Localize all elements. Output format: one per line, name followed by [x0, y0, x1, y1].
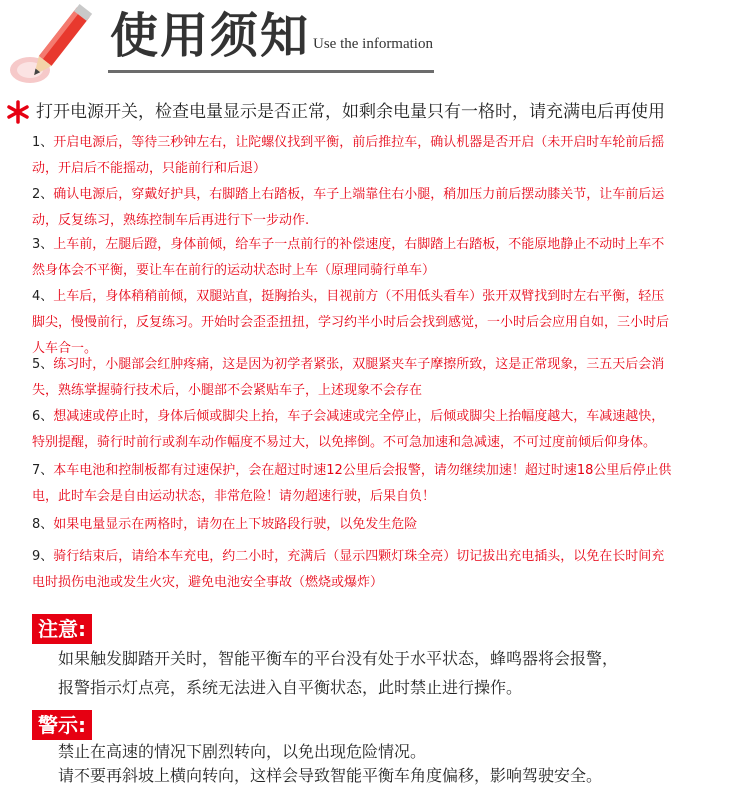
step-item: [32, 284, 744, 362]
notice-label: 注意:: [32, 614, 92, 644]
step-number: 9、: [32, 549, 54, 564]
page-subtitle: Use the information: [313, 36, 433, 52]
step-text-line: 确认电源后，穿戴好护具，右脚踏上右踏板，车子上端靠住右小腿，稍加压力前后摆动膝关节，让车前后运: [53, 187, 665, 202]
step-text-line: 练习时，小腿部会红肿疼痛，这是因为初学者紧张，双腿紧夹车子摩擦所致，这是正常现象，三五天后会消: [53, 357, 665, 372]
step-item: [32, 130, 744, 182]
step-text-line: 动，反复练习，熟练控制车后再进行下一步动作.: [32, 213, 310, 228]
step-text-line: 然身体会不平衡，要让车在前行的运动状态时上车（原理同骑行单车）: [32, 263, 436, 278]
step-item: [32, 232, 744, 284]
warning-line: 请不要再斜坡上横向转向，这样会导致智能平衡车角度偏移，影响驾驶安全。: [58, 766, 603, 785]
step-item: [32, 512, 744, 538]
step-text-line: 动，开启后不能摇动，只能前行和后退）: [32, 161, 267, 176]
page-title: 使用须知: [110, 8, 311, 64]
step-item: [32, 458, 744, 510]
step-number: 5、: [32, 357, 54, 372]
step-number: 3、: [32, 237, 54, 252]
step-text-line: 如果电量显示在两格时，请勿在上下坡路段行驶，以免发生危险: [53, 517, 418, 532]
step-item: [32, 404, 744, 456]
pencil-icon: [0, 0, 110, 96]
step-item: [32, 544, 744, 596]
step-item: [32, 352, 744, 404]
notice-section: [32, 614, 732, 710]
notice-line: 如果触发脚踏开关时，智能平衡车的平台没有处于水平状态，蜂鸣器将会报警，: [58, 649, 619, 668]
asterisk-icon: [6, 100, 30, 124]
step-text-line: 人车合一。: [32, 341, 98, 356]
step-number: 4、: [32, 289, 54, 304]
warning-line: 禁止在高速的情况下剧烈转向，以免出现危险情况。: [58, 742, 427, 761]
step-item: [32, 182, 744, 234]
step-text-line: 骑行结束后，请给本车充电，约二小时，充满后（显示四颗灯珠全亮）切记拔出充电插头，以免在长时间充: [53, 549, 665, 564]
notice-line: 报警指示灯点亮，系统无法进入自平衡状态，此时禁止进行操作。: [58, 678, 523, 697]
step-text-line: 电时损伤电池或发生火灾，避免电池安全事故（燃烧或爆炸）: [32, 575, 384, 590]
warning-section: [32, 710, 732, 798]
step-text-line: 上车后，身体稍稍前倾，双腿站直，挺胸抬头，目视前方（不用低头看车）张开双臂找到时左右平衡，轻压: [53, 289, 665, 304]
top-note: [6, 100, 746, 130]
step-text-line: 上车前，左腿后蹬，身体前倾，给车子一点前行的补偿速度，右脚踏上右踏板，不能原地静止不动时上车不: [53, 237, 665, 252]
step-number: 7、: [32, 463, 54, 478]
step-text-line: 电，此时车会是自由运动状态，非常危险！请勿超速行驶，后果自负！: [32, 489, 436, 504]
step-text-line: 本车电池和控制板都有过速保护，会在超过时速12公里后会报警，请勿继续加速！超过时速18公里后停止供: [53, 463, 672, 478]
step-number: 2、: [32, 187, 54, 202]
warning-label: 警示:: [32, 710, 92, 740]
step-text-line: 开启电源后，等待三秒钟左右，让陀螺仪找到平衡，前后推拉车，确认机器是否开启（未开启时车轮前后摇: [53, 135, 665, 150]
step-number: 8、: [32, 517, 54, 532]
header: [0, 0, 750, 96]
step-number: 1、: [32, 135, 54, 150]
step-text-line: 失，熟练掌握骑行技术后，小腿部不会紧贴车子，上述现象不会存在: [32, 383, 423, 398]
step-number: 6、: [32, 409, 54, 424]
step-text-line: 想减速或停止时，身体后倾或脚尖上抬，车子会减速或完全停止，后倾或脚尖上抬幅度越大，车减速越快，: [53, 409, 665, 424]
top-note-text: 打开电源开关，检查电量显示是否正常，如剩余电量只有一格时，请充满电后再使用: [36, 102, 665, 122]
step-text-line: 脚尖，慢慢前行，反复练习。开始时会歪歪扭扭，学习约半小时后会找到感觉，一小时后会应用自如，三小时后: [32, 315, 670, 330]
title-underline: [108, 70, 434, 73]
step-text-line: 特别提醒，骑行时前行或刹车动作幅度不易过大，以免摔倒。不可急加速和急减速，不可过度前倾后仰身体。: [32, 435, 657, 450]
